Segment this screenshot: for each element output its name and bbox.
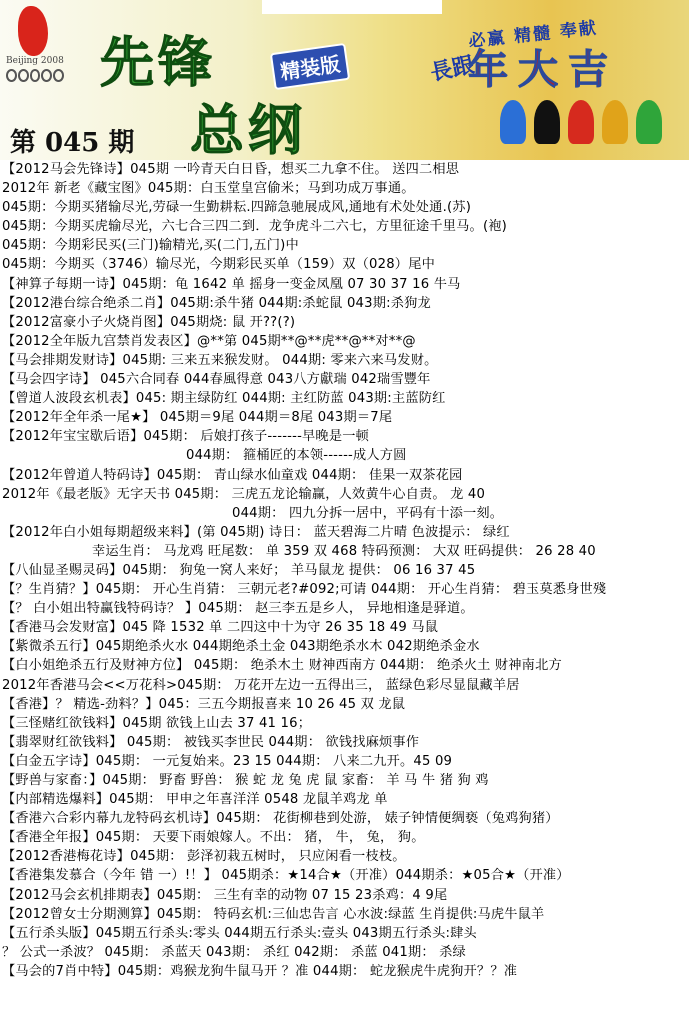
issue-number: 第 045 期 xyxy=(10,128,135,158)
mascot-icon xyxy=(568,100,594,144)
list-item: 【香港集发慕合（今年 错 一）!！】 045期杀：★14合★（开准）044期杀：★05合★（开准） xyxy=(2,868,570,884)
list-item: 【2012年宝宝歇后语】045期： 后娘打孩子-------早晚是一顿 xyxy=(2,429,369,445)
list-item: 【紫微杀五行】045期绝杀火水 044期绝杀土金 043期绝杀水木 042期绝杀金水 xyxy=(2,639,480,655)
list-item: 【马会四字诗】 045六合同春 044春風得意 043八方獻瑞 042瑞雪豐年 xyxy=(2,372,431,388)
list-item: 【2012马会玄机排期表】045期： 三生有幸的动物 07 15 23杀鸡：4 9尾 xyxy=(2,887,448,903)
list-item: 【2012富豪小子火烧肖图】045期烧: 鼠 开??(?) xyxy=(2,314,296,330)
list-item: 【2012港台综合绝杀二肖】045期:杀牛猪 044期:杀蛇鼠 043期:杀狗龙 xyxy=(2,295,431,311)
list-item: 【？生肖猜？】045期： 开心生肖猜： 三朝元老?#092;可请 044期： 开心生肖猜： 碧玉莫悉身世殘 xyxy=(2,582,607,598)
title-main: 先锋 xyxy=(100,30,216,94)
list-item: 【香港马会发财富】045 降 1532 单 二四这中十为守 26 35 18 49 马鼠 xyxy=(2,620,439,636)
beijing-emblem-icon xyxy=(18,6,48,56)
list-item: 【2012全年版九宫禁肖发表区】@**第 045期**@**虎**@**对**@ xyxy=(2,333,416,349)
list-item: 【马会的7肖中特】045期：鸡猴龙狗牛鼠马开 ？准 044期： 蛇龙猴虎牛虎狗开？？准 xyxy=(2,963,518,979)
list-item: 幸运生肖： 马龙鸡 旺尾数： 单 359 双 468 特码预测： 大双 旺码提供： 26 28 40 xyxy=(92,543,596,559)
list-item: 044期： 箍桶匠的本领------成人方圆 xyxy=(186,448,407,464)
list-item: 【曾道人波段玄机表】045: 期主绿防红 044期: 主红防蓝 043期:主蓝防红 xyxy=(2,391,446,407)
list-item: 【2012年全年杀一尾★】 045期＝9尾 044期＝8尾 043期＝7尾 xyxy=(2,410,393,426)
list-item: 【八仙显圣赐灵码】045期： 狗兔一窝人来好； 羊马鼠龙 提供： 06 16 37 45 xyxy=(2,562,476,578)
list-item: 2012年《最老版》无字天书 045期： 三虎五龙论输赢，人效黄牛心自责。 龙 40 xyxy=(2,486,486,502)
mascot-icon xyxy=(636,100,662,144)
list-item: 【2012年曾道人特码诗】045期： 青山绿水仙童戏 044期： 佳果一双茶花园 xyxy=(2,467,463,483)
prediction-list xyxy=(0,160,689,981)
brush-text: 年大吉 xyxy=(468,46,618,93)
list-item: 2012年 新老《藏宝图》045期：白玉堂皇宫偷米；马到功成万事通。 xyxy=(2,181,415,197)
list-item: 【翡翠财红欲钱料】 045期： 被钱买李世民 044期： 欲钱找麻烦事作 xyxy=(2,734,420,750)
mascot-icon xyxy=(534,100,560,144)
logo-caption: Beijing 2008 xyxy=(6,56,64,66)
list-item: 045期：今期彩民买(三门)输精光,买(二门,五门)中 xyxy=(2,238,299,254)
list-item: 【香港六合彩内幕九龙特码玄机诗】045期： 花街柳巷到处游， 婊子钟情便绸亵（兔鸡狗猪） xyxy=(2,811,559,827)
list-item: 【2012马会先锋诗】045期 一吟青天白日昏，想买二九拿不住。 送四二相思 xyxy=(2,162,460,177)
header-banner xyxy=(0,0,689,160)
list-item: 【三怪赌红欲钱料】045期 欲钱上山去 37 41 16； xyxy=(2,715,312,731)
list-item: 【五行杀头版】045期五行杀头:零头 044期五行杀头:壹头 043期五行杀头:肆头 xyxy=(2,925,477,941)
edition-badge: 精装版 xyxy=(270,43,350,90)
list-item: 【2012曾女士分期测算】045期： 特码玄机:三仙忠告言 心水波:绿蓝 生肖提供:马虎牛鼠羊 xyxy=(2,906,545,922)
list-item: 044期： 四九分拆一居中，平码有十添一刻。 xyxy=(232,505,504,521)
list-item: 045期：今期买（3746）输尽光，今期彩民买单（159）双（028）尾中 xyxy=(2,257,435,273)
list-item: ？ 公式一杀波？ 045期： 杀蓝天 043期： 杀红 042期： 杀蓝 041期： 杀绿 xyxy=(2,944,466,960)
slogan: 必赢 精髓 奉献 xyxy=(467,18,599,52)
list-item: 【2012年白小姐每期超级来料】(第 045期) 诗日： 蓝天碧海二片晴 色波提示： 绿红 xyxy=(2,524,510,540)
list-item: 045期：今期买猪输尽光,劳碌一生勤耕耘.四蹄急驰展成风,通地有术处处通.(苏) xyxy=(2,200,472,216)
olympic-rings-icon xyxy=(6,69,64,82)
list-item: 【香港全年报】045期： 天要下雨娘嫁人。不出： 猪， 牛， 兔， 狗。 xyxy=(2,830,425,846)
list-item: 2012年香港马会<<万花科>045期： 万花开左边一五得出三， 蓝绿色彩尽显鼠藏羊居 xyxy=(2,677,520,693)
mascot-group xyxy=(500,100,662,144)
list-item: 【马会排期发财诗】045期: 三来五来猴发财。 044期: 零来六来马发财。 xyxy=(2,352,438,368)
list-item: 【内部精选爆料】045期： 甲申之年喜洋洋 0548 龙鼠羊鸡龙 单 xyxy=(2,792,388,808)
list-item: 【香港】？ 精选-劲料？】045：三五今期报喜来 10 26 45 双 龙鼠 xyxy=(2,696,406,712)
stamp-text: 長跟 xyxy=(428,52,477,87)
list-item: 【白金五字诗】045期： 一元复始来。23 15 044期： 八来二九开。45 09 xyxy=(2,753,453,769)
top-strip xyxy=(262,0,442,14)
mascot-icon xyxy=(500,100,526,144)
list-item: 【白小姐绝杀五行及财神方位】 045期： 绝杀木土 财神西南方 044期： 绝杀火土 财神南北方 xyxy=(2,658,562,674)
list-item: 【神算子每期一诗】045期：龟 1642 单 摇身一变金凤凰 07 30 37 16 牛马 xyxy=(2,276,461,292)
list-item: 【野兽与家畜：】045期： 野畜 野兽： 猴 蛇 龙 兔 虎 鼠 家畜： 羊 马 牛 猪 狗 鸡 xyxy=(2,773,489,788)
list-item: 【2012香港梅花诗】045期： 彭泽初栽五树时， 只应闲看一枝枝。 xyxy=(2,849,406,865)
title-sub: 总纲 xyxy=(190,98,306,160)
mascot-icon xyxy=(602,100,628,144)
list-item: 045期：今期买虎输尽光，六七合三四二到．龙争虎斗二六七，方里征途千里马。(袍) xyxy=(2,219,508,235)
list-item: 【？ 白小姐出特赢钱特码诗？ 】045期： 赵三李五是乡人， 异地相逢是驿道。 xyxy=(2,601,474,617)
beijing-2008-logo xyxy=(6,6,64,114)
